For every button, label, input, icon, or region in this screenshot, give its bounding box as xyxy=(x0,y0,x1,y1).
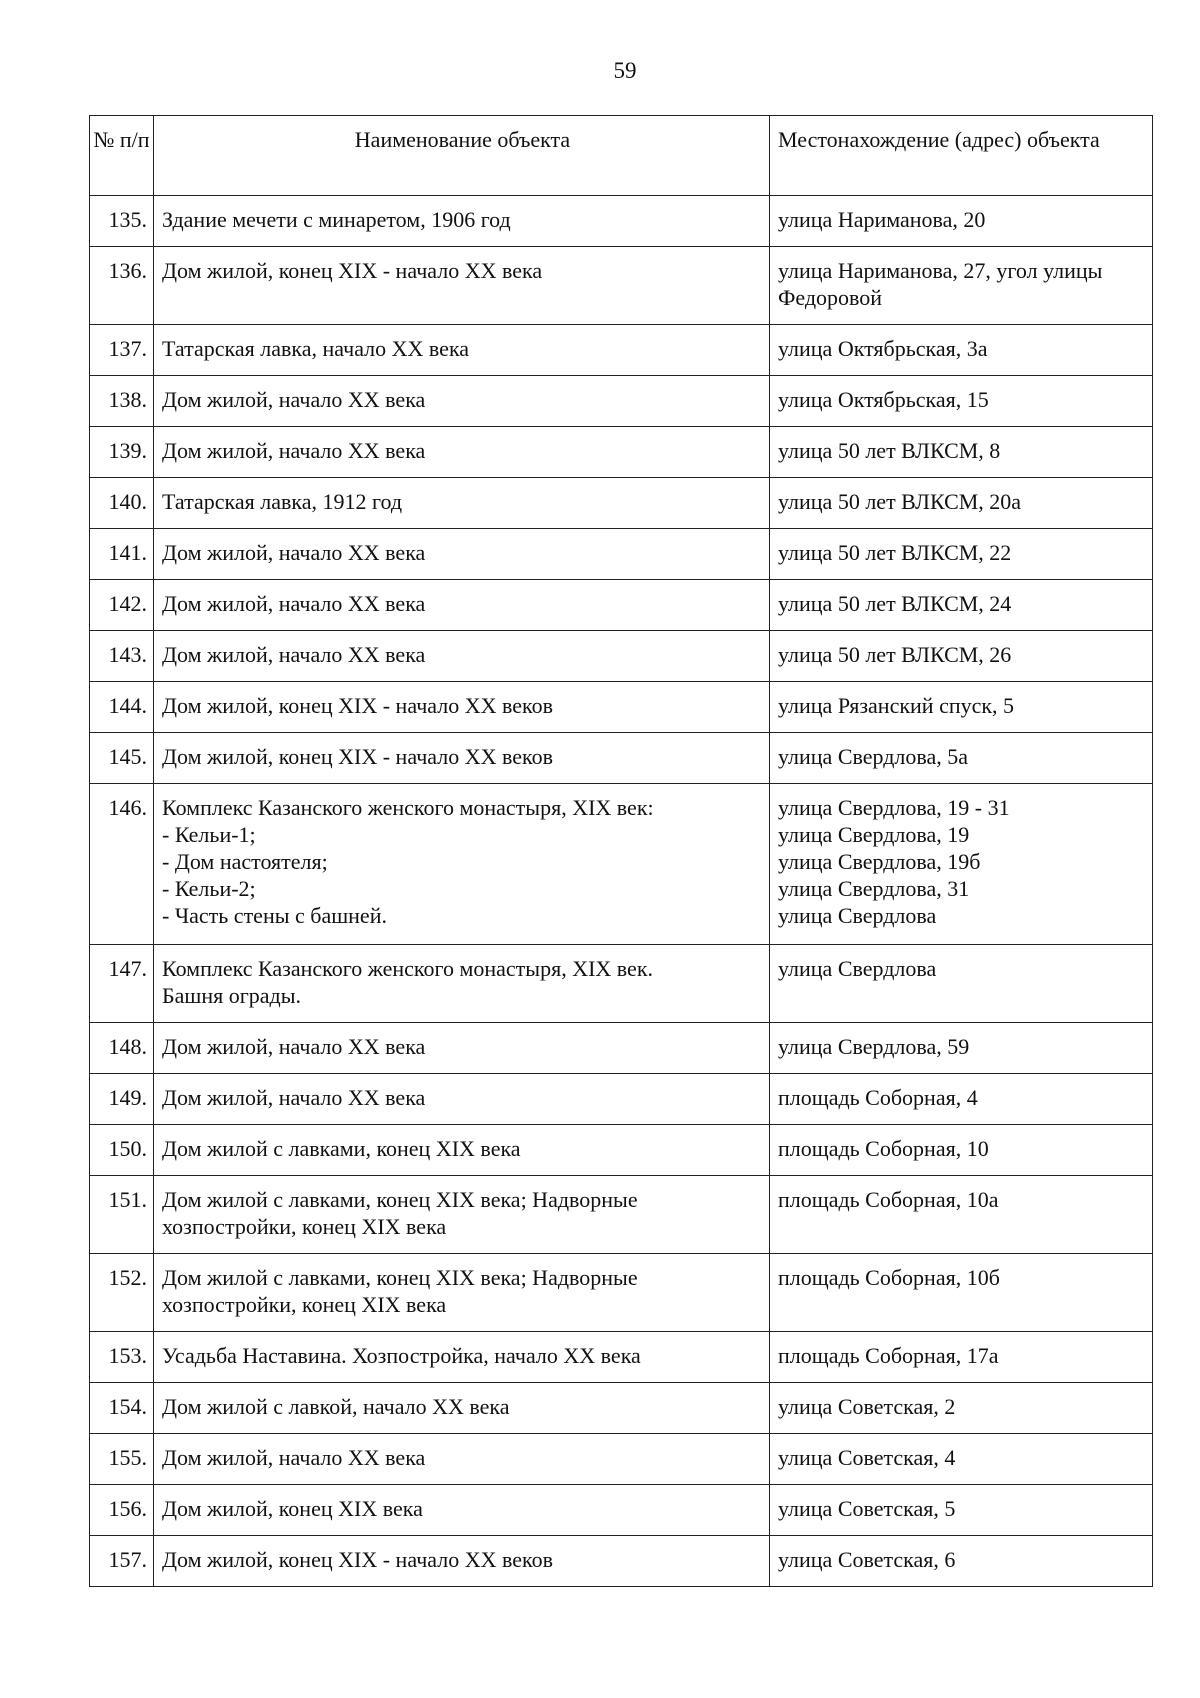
object-address-cell xyxy=(770,1536,1153,1587)
header-object-name: Наименование объекта xyxy=(154,116,770,196)
object-name-line: Усадьба Наставина. Хозпостройка, начало XX века xyxy=(162,1343,641,1368)
object-name-cell xyxy=(154,1074,770,1125)
table-row xyxy=(90,1023,1153,1074)
object-address-cell xyxy=(770,247,1153,325)
object-address-cell xyxy=(770,478,1153,529)
object-address-cell xyxy=(770,580,1153,631)
object-address-line: улица 50 лет ВЛКСМ, 22 xyxy=(778,540,1012,565)
table-row xyxy=(90,376,1153,427)
row-number: 157. xyxy=(90,1536,154,1587)
object-name-line: Дом жилой с лавками, конец XIX века; Надворные хозпостройки, конец XIX века xyxy=(162,1187,638,1239)
table-row xyxy=(90,1332,1153,1383)
table-body xyxy=(90,196,1153,1587)
row-number: 145. xyxy=(90,733,154,784)
table-row xyxy=(90,478,1153,529)
object-name-cell xyxy=(154,529,770,580)
object-name-line: Татарская лавка, 1912 год xyxy=(162,489,403,514)
row-number: 136. xyxy=(90,247,154,325)
object-name-line: Башня ограды. xyxy=(162,983,301,1008)
object-name-line: - Кельи-2; xyxy=(162,876,256,901)
row-number: 155. xyxy=(90,1434,154,1485)
object-address-cell xyxy=(770,1383,1153,1434)
object-address-line: улица Рязанский спуск, 5 xyxy=(778,693,1015,718)
table-row xyxy=(90,529,1153,580)
row-number: 142. xyxy=(90,580,154,631)
object-name-cell xyxy=(154,682,770,733)
object-address-line: улица Нариманова, 27, угол улицы Федоровой xyxy=(778,258,1103,310)
object-address-cell xyxy=(770,631,1153,682)
row-number: 150. xyxy=(90,1125,154,1176)
object-address-cell xyxy=(770,1485,1153,1536)
table-row xyxy=(90,733,1153,784)
row-number: 146. xyxy=(90,784,154,945)
object-address-cell xyxy=(770,1074,1153,1125)
row-number: 143. xyxy=(90,631,154,682)
object-name-line: - Кельи-1; xyxy=(162,822,256,847)
object-name-cell xyxy=(154,784,770,945)
object-address-cell xyxy=(770,1125,1153,1176)
object-address-line: площадь Соборная, 17а xyxy=(778,1343,999,1368)
object-address-cell xyxy=(770,427,1153,478)
object-name-line: - Дом настоятеля; xyxy=(162,849,328,874)
object-address-cell xyxy=(770,945,1153,1023)
table-row xyxy=(90,682,1153,733)
object-name-cell xyxy=(154,1254,770,1332)
row-number: 138. xyxy=(90,376,154,427)
object-name-line: Комплекс Казанского женского монастыря, XIX век. xyxy=(162,956,654,981)
object-address-line: улица Свердлова xyxy=(778,903,937,928)
object-address-line: улица Советская, 5 xyxy=(778,1496,956,1521)
object-name-cell xyxy=(154,1023,770,1074)
table-row xyxy=(90,1176,1153,1254)
heritage-objects-table xyxy=(89,115,1153,1587)
object-name-line: Дом жилой, конец XIX - начало XX века xyxy=(162,258,543,283)
object-address-line: улица Свердлова, 31 xyxy=(778,876,970,901)
object-address-cell xyxy=(770,1434,1153,1485)
row-number: 139. xyxy=(90,427,154,478)
object-address-line: улица Советская, 6 xyxy=(778,1547,956,1572)
table-row xyxy=(90,196,1153,247)
object-address-line: площадь Соборная, 10а xyxy=(778,1187,999,1212)
row-number: 144. xyxy=(90,682,154,733)
table-row xyxy=(90,1485,1153,1536)
object-address-line: улица Октябрьская, 15 xyxy=(778,387,989,412)
row-number: 141. xyxy=(90,529,154,580)
row-number: 135. xyxy=(90,196,154,247)
table-row xyxy=(90,247,1153,325)
object-name-line: Дом жилой, начало XX века xyxy=(162,540,426,565)
object-address-cell xyxy=(770,196,1153,247)
row-number: 147. xyxy=(90,945,154,1023)
header-number: № п/п xyxy=(90,116,154,196)
row-number: 151. xyxy=(90,1176,154,1254)
table-row xyxy=(90,1125,1153,1176)
object-name-line: Дом жилой, начало XX века xyxy=(162,438,426,463)
table-row xyxy=(90,631,1153,682)
object-name-cell xyxy=(154,376,770,427)
row-number: 153. xyxy=(90,1332,154,1383)
table-row xyxy=(90,325,1153,376)
object-name-line: Дом жилой, начало XX века xyxy=(162,591,426,616)
row-number: 140. xyxy=(90,478,154,529)
object-name-line: Дом жилой с лавками, конец XIX века; Надворные хозпостройки, конец XIX века xyxy=(162,1265,638,1317)
object-name-cell xyxy=(154,247,770,325)
object-address-line: улица Свердлова, 19 - 31 xyxy=(778,795,1010,820)
row-number: 154. xyxy=(90,1383,154,1434)
table-row xyxy=(90,1254,1153,1332)
object-name-line: Дом жилой с лавками, конец XIX века xyxy=(162,1136,521,1161)
object-address-line: площадь Соборная, 10б xyxy=(778,1265,1000,1290)
object-name-line: Дом жилой, начало XX века xyxy=(162,1085,426,1110)
table-row xyxy=(90,580,1153,631)
object-name-cell xyxy=(154,196,770,247)
object-name-cell xyxy=(154,580,770,631)
object-address-line: улица Свердлова, 19б xyxy=(778,849,981,874)
row-number: 152. xyxy=(90,1254,154,1332)
object-name-line: Татарская лавка, начало XX века xyxy=(162,336,470,361)
object-name-cell xyxy=(154,1176,770,1254)
object-name-cell xyxy=(154,733,770,784)
object-name-cell xyxy=(154,1383,770,1434)
object-name-line: Дом жилой, начало XX века xyxy=(162,1034,426,1059)
object-name-line: Дом жилой, конец XIX - начало XX веков xyxy=(162,693,553,718)
table-row xyxy=(90,1536,1153,1587)
object-address-cell xyxy=(770,1023,1153,1074)
object-name-line: Дом жилой, конец XIX - начало XX веков xyxy=(162,1547,553,1572)
object-name-cell xyxy=(154,631,770,682)
row-number: 148. xyxy=(90,1023,154,1074)
table-row xyxy=(90,1383,1153,1434)
table-header-row xyxy=(90,116,1153,196)
object-name-line: - Часть стены с башней. xyxy=(162,903,387,928)
object-address-line: улица Нариманова, 20 xyxy=(778,207,986,232)
object-name-line: Дом жилой с лавкой, начало XX века xyxy=(162,1394,510,1419)
object-address-cell xyxy=(770,1332,1153,1383)
header-object-address: Местонахождение (адрес) объекта xyxy=(770,116,1153,196)
table-row xyxy=(90,1074,1153,1125)
object-address-line: улица 50 лет ВЛКСМ, 20а xyxy=(778,489,1022,514)
object-name-cell xyxy=(154,427,770,478)
object-address-line: улица Свердлова, 59 xyxy=(778,1034,970,1059)
row-number: 149. xyxy=(90,1074,154,1125)
object-address-line: площадь Соборная, 10 xyxy=(778,1136,989,1161)
object-address-line: улица Октябрьская, 3а xyxy=(778,336,988,361)
object-name-cell xyxy=(154,1332,770,1383)
object-name-cell xyxy=(154,478,770,529)
object-name-line: Дом жилой, начало XX века xyxy=(162,642,426,667)
table-row xyxy=(90,784,1153,945)
object-address-cell xyxy=(770,325,1153,376)
object-name-line: Дом жилой, конец XIX - начало XX веков xyxy=(162,744,553,769)
object-address-line: улица 50 лет ВЛКСМ, 24 xyxy=(778,591,1012,616)
object-address-line: улица 50 лет ВЛКСМ, 26 xyxy=(778,642,1012,667)
object-name-line: Дом жилой, конец XIX века xyxy=(162,1496,423,1521)
object-address-line: улица Свердлова, 19 xyxy=(778,822,970,847)
row-number: 137. xyxy=(90,325,154,376)
object-address-cell xyxy=(770,529,1153,580)
object-address-cell xyxy=(770,733,1153,784)
table-row xyxy=(90,945,1153,1023)
object-address-cell xyxy=(770,376,1153,427)
object-name-cell xyxy=(154,325,770,376)
object-name-line: Здание мечети с минаретом, 1906 год xyxy=(162,207,511,232)
object-name-cell xyxy=(154,1125,770,1176)
object-name-line: Комплекс Казанского женского монастыря, XIX век: xyxy=(162,795,654,820)
object-name-cell xyxy=(154,945,770,1023)
row-number: 156. xyxy=(90,1485,154,1536)
object-address-line: улица Свердлова xyxy=(778,956,937,981)
object-name-cell xyxy=(154,1485,770,1536)
object-address-line: улица 50 лет ВЛКСМ, 8 xyxy=(778,438,1001,463)
table-row xyxy=(90,1434,1153,1485)
object-address-cell xyxy=(770,1176,1153,1254)
object-name-cell xyxy=(154,1434,770,1485)
object-address-cell xyxy=(770,1254,1153,1332)
object-address-cell xyxy=(770,784,1153,945)
object-address-line: улица Советская, 2 xyxy=(778,1394,956,1419)
object-name-line: Дом жилой, начало XX века xyxy=(162,387,426,412)
object-address-line: улица Свердлова, 5а xyxy=(778,744,969,769)
object-name-cell xyxy=(154,1536,770,1587)
object-address-line: площадь Соборная, 4 xyxy=(778,1085,978,1110)
table-row xyxy=(90,427,1153,478)
object-address-line: улица Советская, 4 xyxy=(778,1445,956,1470)
object-name-line: Дом жилой, начало XX века xyxy=(162,1445,426,1470)
page-number: 59 xyxy=(613,58,637,83)
object-address-cell xyxy=(770,682,1153,733)
